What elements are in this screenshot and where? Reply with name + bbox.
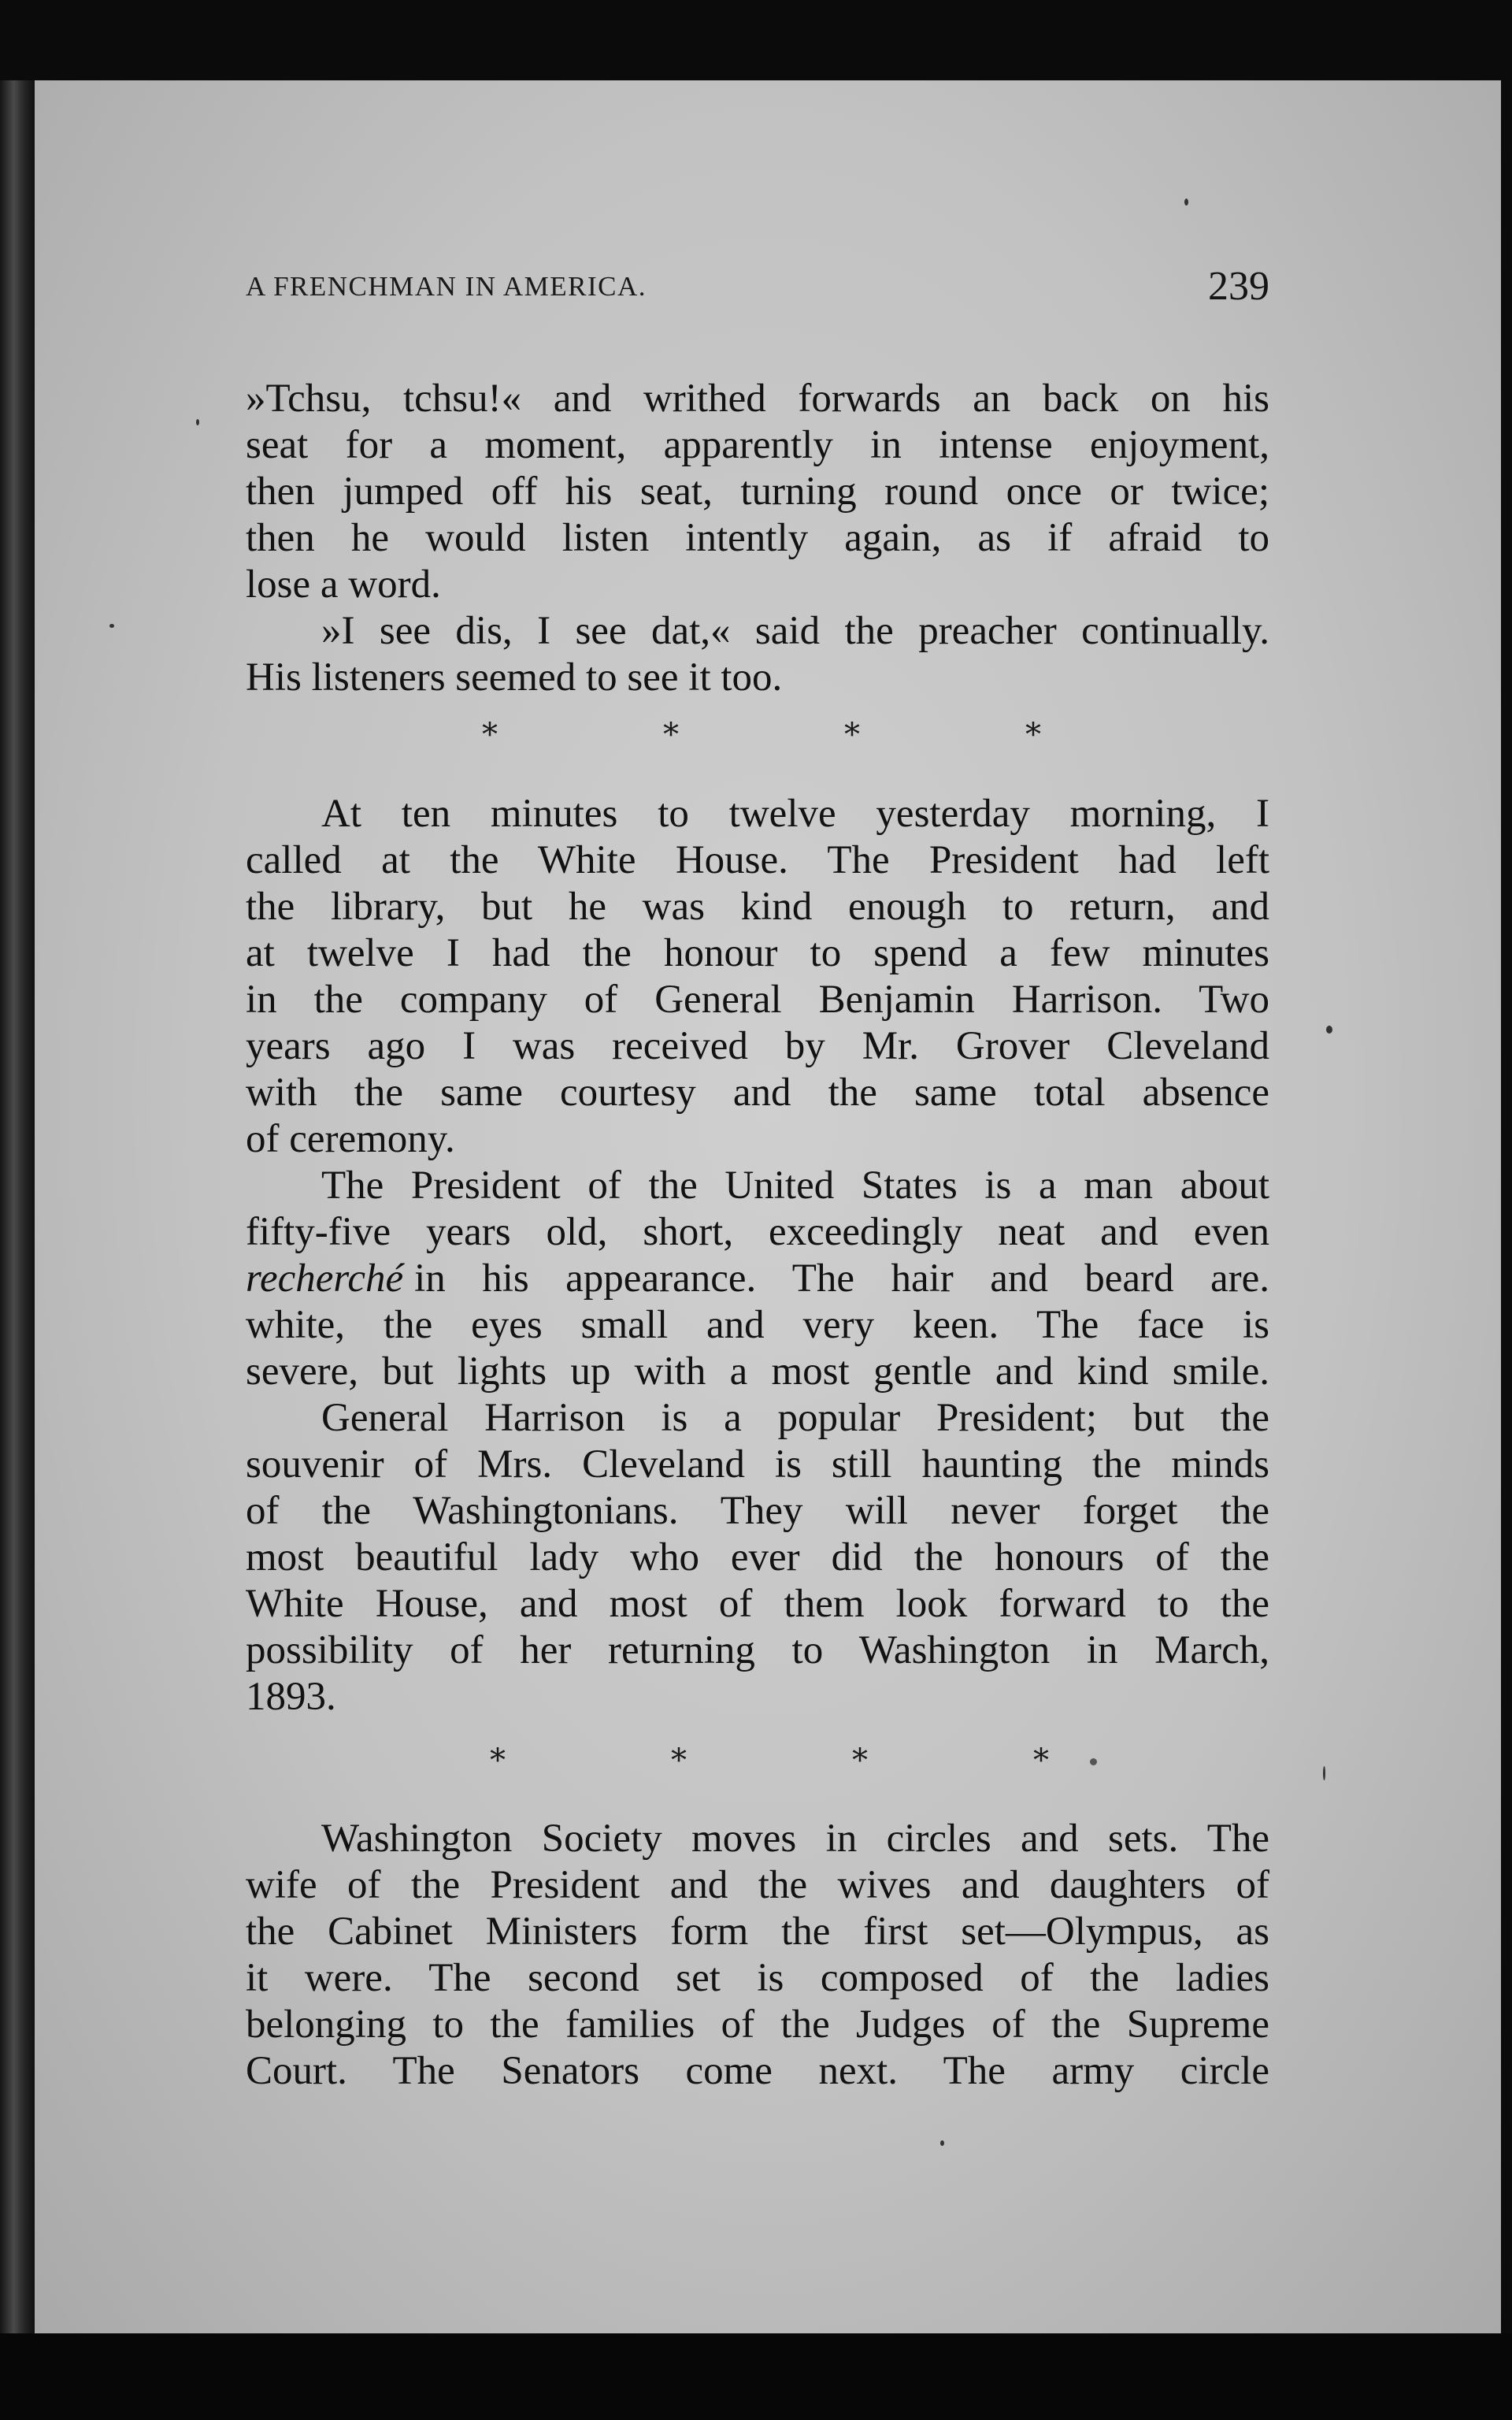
text-line: severe, but lights up with a most gentle and kind smile. bbox=[246, 1349, 1269, 1394]
separator-star: * bbox=[490, 1743, 506, 1779]
text-line: with the same courtesy and the same total absence bbox=[246, 1071, 1269, 1115]
running-head bbox=[246, 262, 1269, 317]
text-line: Washington Society moves in circles and sets. The bbox=[321, 1817, 1269, 1861]
text-line: His listeners seemed to see it too. bbox=[246, 655, 783, 700]
text-line-rest: in his appearance. The hair and beard are. bbox=[414, 1256, 1269, 1301]
text-line: lose a word. bbox=[246, 562, 441, 607]
text-line: White House, and most of them look forward to the bbox=[246, 1582, 1269, 1626]
text-line: in the company of General Benjamin Harrison. Two bbox=[246, 978, 1269, 1022]
text-line: most beautiful lady who ever did the honours of the bbox=[246, 1535, 1269, 1579]
section-separator bbox=[246, 717, 1269, 764]
text-line: possibility of her returning to Washington in March, bbox=[246, 1628, 1269, 1672]
text-line: then jumped off his seat, turning round once or twice; bbox=[246, 470, 1269, 514]
separator-star: * bbox=[1033, 1743, 1049, 1779]
dust-speck bbox=[1184, 199, 1188, 206]
text-line: wife of the President and the wives and daughters of bbox=[246, 1863, 1269, 1907]
separator-star: * bbox=[1025, 717, 1041, 753]
dust-speck bbox=[1323, 1766, 1325, 1780]
separator-star: * bbox=[844, 717, 860, 753]
text-line: seat for a moment, apparently in intense enjoyment, bbox=[246, 423, 1269, 467]
text-line: then he would listen intently again, as if afraid to bbox=[246, 516, 1269, 560]
text-line: years ago I was received by Mr. Grover Cleveland bbox=[246, 1024, 1269, 1068]
text-line: the Cabinet Ministers form the first set—Olympus, as bbox=[246, 1910, 1269, 1954]
scan-bottom-border bbox=[0, 2333, 1512, 2420]
separator-star: * bbox=[671, 1743, 687, 1779]
text-line: the library, but he was kind enough to return, and bbox=[246, 885, 1269, 929]
dust-speck bbox=[1326, 1026, 1332, 1034]
text-line: white, the eyes small and very keen. The face is bbox=[246, 1303, 1269, 1347]
dust-speck bbox=[109, 624, 114, 628]
dust-speck bbox=[1090, 1758, 1097, 1765]
text-line: fifty-five years old, short, exceedingly neat and even bbox=[246, 1210, 1269, 1254]
text-line: The President of the United States is a man about bbox=[321, 1164, 1269, 1208]
section-separator bbox=[246, 1743, 1269, 1790]
book-spine-edge bbox=[0, 80, 35, 2333]
text-line bbox=[246, 1256, 1269, 1302]
text-line: belonging to the families of the Judges of the Supreme bbox=[246, 2002, 1269, 2047]
text-line: it were. The second set is composed of the ladies bbox=[246, 1956, 1269, 2000]
text-line: of ceremony. bbox=[246, 1117, 455, 1161]
text-line: »I see dis, I see dat,« said the preacher continually. bbox=[321, 609, 1269, 653]
text-line: called at the White House. The President had left bbox=[246, 838, 1269, 882]
text-line: Court. The Senators come next. The army circle bbox=[246, 2049, 1269, 2093]
separator-star: * bbox=[663, 717, 679, 753]
text-line: of the Washingtonians. They will never forget the bbox=[246, 1489, 1269, 1533]
separator-star: * bbox=[852, 1743, 868, 1779]
dust-speck bbox=[196, 419, 199, 425]
text-line: souvenir of Mrs. Cleveland is still haunting the minds bbox=[246, 1442, 1269, 1487]
text-line: General Harrison is a popular President; but the bbox=[321, 1396, 1269, 1440]
dust-speck bbox=[940, 2140, 944, 2146]
text-line: At ten minutes to twelve yesterday morning, I bbox=[321, 792, 1269, 836]
running-title: A FRENCHMAN IN AMERICA. bbox=[246, 271, 647, 302]
italic-word: recherché bbox=[246, 1256, 404, 1301]
text-line: at twelve I had the honour to spend a few minutes bbox=[246, 931, 1269, 975]
separator-star: * bbox=[482, 717, 498, 753]
page-paper bbox=[35, 80, 1501, 2333]
page-number: 239 bbox=[1208, 264, 1269, 309]
text-line: 1893. bbox=[246, 1675, 336, 1719]
text-line: »Tchsu, tchsu!« and writhed forwards an back on his bbox=[246, 377, 1269, 421]
